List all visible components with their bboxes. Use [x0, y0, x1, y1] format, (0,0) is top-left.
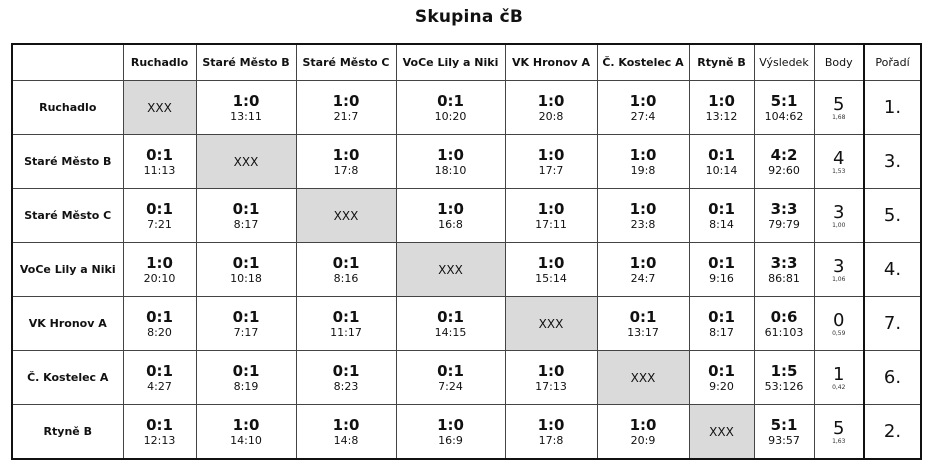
match-cell: [196, 297, 296, 351]
match-points: 21:7: [333, 109, 359, 123]
match-points: 17:8: [538, 433, 564, 447]
match-points: 24:7: [630, 271, 656, 285]
match-score: 0:1: [146, 415, 173, 434]
column-header-team: Č. Kostelec A: [597, 44, 689, 81]
match-cell: [689, 135, 754, 189]
match-cell: [689, 81, 754, 135]
match-score: 1:0: [537, 415, 565, 434]
corner-cell: [12, 44, 123, 81]
result-score: 5:1: [770, 91, 798, 110]
rank-cell: 6.: [864, 351, 921, 405]
match-cell: [597, 405, 689, 460]
column-header-points: Body: [814, 44, 864, 81]
result-points: 86:81: [768, 271, 800, 285]
page-title: Skupina čB: [414, 7, 524, 27]
result-cell: [754, 243, 814, 297]
team-row: [12, 297, 921, 351]
match-score: 1:0: [537, 253, 565, 272]
match-points: 8:20: [147, 325, 172, 339]
match-score: 1:0: [232, 91, 260, 110]
result-score: 4:2: [770, 145, 798, 164]
match-score: 0:1: [232, 199, 260, 218]
rank-cell: 1.: [864, 81, 921, 135]
match-score: 1:0: [437, 415, 464, 434]
result-cell: [754, 351, 814, 405]
match-points: 8:14: [709, 217, 734, 231]
row-header-team: Rtyně B: [12, 405, 123, 460]
result-score: 0:6: [770, 307, 798, 326]
match-cell: [505, 189, 597, 243]
match-score: 1:0: [537, 145, 565, 164]
match-points: 14:15: [434, 325, 467, 339]
team-row: [12, 243, 921, 297]
match-points: 9:16: [709, 271, 734, 285]
match-cell: [396, 405, 505, 460]
column-header-team: VK Hronov A: [505, 44, 597, 81]
match-cell: [123, 189, 196, 243]
match-score: 1:0: [629, 91, 657, 110]
body-coefficient: 1,63: [832, 437, 846, 445]
match-cell: [123, 135, 196, 189]
body-value: 1: [833, 363, 845, 385]
match-points: 15:14: [535, 271, 567, 285]
match-score: 0:1: [332, 253, 360, 272]
column-header-rank: Pořadí: [864, 44, 921, 81]
team-row: [12, 351, 921, 405]
body-value: 5: [833, 417, 845, 439]
match-score: 1:0: [537, 199, 565, 218]
row-header-team: Ruchadlo: [12, 81, 123, 135]
match-cell: [597, 81, 689, 135]
match-points: 9:20: [709, 379, 734, 393]
self-match-cell: XXX: [689, 405, 754, 460]
self-match-cell: XXX: [296, 189, 396, 243]
body-coefficient: 1,68: [832, 113, 846, 121]
team-row: [12, 135, 921, 189]
row-header-team: Č. Kostelec A: [12, 351, 123, 405]
body-coefficient: 1,06: [832, 275, 846, 283]
match-cell: [296, 81, 396, 135]
match-points: 17:7: [538, 163, 564, 177]
body-coefficient: 1,53: [832, 167, 846, 175]
match-score: 0:1: [146, 199, 173, 218]
match-cell: [296, 297, 396, 351]
match-score: 1:0: [146, 253, 173, 272]
match-points: 20:8: [538, 109, 564, 123]
match-score: 1:0: [437, 199, 464, 218]
match-score: 0:1: [332, 307, 360, 326]
column-header-team: Rtyně B: [689, 44, 754, 81]
body-value: 5: [833, 93, 845, 115]
result-cell: [754, 135, 814, 189]
body-value: 4: [833, 147, 845, 169]
body-value: 3: [833, 255, 845, 277]
match-points: 13:12: [705, 109, 738, 123]
team-row: [12, 81, 921, 135]
match-cell: [196, 405, 296, 460]
match-score: 1:0: [332, 415, 360, 434]
match-cell: [196, 243, 296, 297]
self-match-cell: XXX: [123, 81, 196, 135]
match-points: 17:13: [535, 379, 567, 393]
match-points: 7:17: [233, 325, 259, 339]
match-points: 12:13: [143, 433, 176, 447]
match-cell: [296, 405, 396, 460]
match-cell: [296, 351, 396, 405]
match-points: 7:21: [147, 217, 172, 231]
match-cell: [396, 297, 505, 351]
row-header-team: VoCe Lily a Niki: [12, 243, 123, 297]
match-points: 8:17: [709, 325, 734, 339]
result-cell: [754, 189, 814, 243]
match-score: 0:1: [146, 307, 173, 326]
match-points: 8:16: [333, 271, 359, 285]
match-score: 1:0: [629, 415, 657, 434]
match-score: 0:1: [708, 307, 735, 326]
match-cell: [296, 243, 396, 297]
result-points: 61:103: [764, 325, 804, 339]
result-points: 93:57: [768, 433, 800, 447]
match-cell: [597, 189, 689, 243]
match-cell: [123, 243, 196, 297]
match-score: 1:0: [232, 415, 260, 434]
match-cell: [597, 243, 689, 297]
match-score: 0:1: [232, 361, 260, 380]
match-score: 0:1: [629, 307, 657, 326]
team-row: [12, 405, 921, 460]
header-row: [12, 44, 921, 81]
match-score: 0:1: [332, 361, 360, 380]
match-cell: [196, 81, 296, 135]
match-cell: [505, 135, 597, 189]
match-points: 10:20: [434, 109, 467, 123]
self-match-cell: XXX: [196, 135, 296, 189]
match-score: 1:0: [629, 145, 657, 164]
result-score: 5:1: [770, 415, 798, 434]
row-header-team: Staré Město B: [12, 135, 123, 189]
match-points: 8:17: [233, 217, 259, 231]
result-points: 79:79: [768, 217, 800, 231]
rank-cell: 5.: [864, 189, 921, 243]
match-cell: [296, 135, 396, 189]
match-score: 1:0: [537, 361, 565, 380]
column-header-team: VoCe Lily a Niki: [396, 44, 505, 81]
column-header-team: Ruchadlo: [123, 44, 196, 81]
row-header-team: VK Hronov A: [12, 297, 123, 351]
match-score: 0:1: [232, 307, 260, 326]
standings-table: [11, 43, 922, 460]
match-points: 16:9: [438, 433, 463, 447]
match-points: 19:8: [630, 163, 656, 177]
result-points: 53:126: [764, 379, 804, 393]
match-score: 0:1: [146, 361, 173, 380]
match-score: 0:1: [708, 361, 735, 380]
match-cell: [196, 189, 296, 243]
result-cell: [754, 405, 814, 460]
rank-cell: 7.: [864, 297, 921, 351]
match-score: 0:1: [437, 307, 464, 326]
body-cell: [814, 135, 864, 189]
match-cell: [505, 351, 597, 405]
row-header-team: Staré Město C: [12, 189, 123, 243]
body-cell: [814, 189, 864, 243]
match-points: 20:9: [630, 433, 656, 447]
match-cell: [597, 135, 689, 189]
match-cell: [123, 297, 196, 351]
match-cell: [123, 351, 196, 405]
body-cell: [814, 405, 864, 460]
match-cell: [689, 297, 754, 351]
result-cell: [754, 81, 814, 135]
match-points: 20:10: [143, 271, 176, 285]
match-points: 8:19: [233, 379, 259, 393]
match-score: 1:0: [629, 199, 657, 218]
rank-cell: 2.: [864, 405, 921, 460]
body-cell: [814, 351, 864, 405]
match-cell: [689, 189, 754, 243]
result-cell: [754, 297, 814, 351]
match-score: 0:1: [708, 145, 735, 164]
column-header-team: Staré Město C: [296, 44, 396, 81]
match-points: 27:4: [630, 109, 656, 123]
match-points: 16:8: [438, 217, 463, 231]
match-points: 7:24: [438, 379, 463, 393]
match-score: 0:1: [708, 253, 735, 272]
match-points: 13:11: [230, 109, 262, 123]
match-score: 0:1: [708, 199, 735, 218]
match-score: 1:0: [332, 145, 360, 164]
match-cell: [196, 351, 296, 405]
result-score: 3:3: [770, 253, 798, 272]
match-score: 1:0: [708, 91, 735, 110]
body-cell: [814, 297, 864, 351]
result-points: 104:62: [764, 109, 804, 123]
body-value: 0: [833, 309, 845, 331]
body-coefficient: 1,00: [832, 221, 846, 229]
match-points: 4:27: [147, 379, 172, 393]
match-points: 23:8: [630, 217, 656, 231]
match-score: 1:0: [537, 91, 565, 110]
match-points: 14:10: [230, 433, 262, 447]
rank-cell: 4.: [864, 243, 921, 297]
match-cell: [396, 135, 505, 189]
match-cell: [689, 351, 754, 405]
match-points: 11:13: [143, 163, 176, 177]
body-cell: [814, 81, 864, 135]
match-cell: [597, 297, 689, 351]
self-match-cell: XXX: [597, 351, 689, 405]
match-cell: [396, 189, 505, 243]
match-points: 17:11: [535, 217, 567, 231]
column-header-result: Výsledek: [754, 44, 814, 81]
rank-cell: 3.: [864, 135, 921, 189]
result-score: 3:3: [770, 199, 798, 218]
match-cell: [123, 405, 196, 460]
match-cell: [396, 351, 505, 405]
match-cell: [689, 243, 754, 297]
match-points: 13:17: [627, 325, 659, 339]
match-points: 8:23: [333, 379, 359, 393]
result-points: 92:60: [768, 163, 800, 177]
match-score: 0:1: [437, 361, 464, 380]
match-score: 1:0: [332, 91, 360, 110]
match-points: 14:8: [333, 433, 359, 447]
column-header-team: Staré Město B: [196, 44, 296, 81]
match-score: 1:0: [629, 253, 657, 272]
result-score: 1:5: [770, 361, 798, 380]
body-value: 3: [833, 201, 845, 223]
match-score: 0:1: [232, 253, 260, 272]
match-score: 0:1: [146, 145, 173, 164]
match-score: 1:0: [437, 145, 464, 164]
match-cell: [505, 243, 597, 297]
team-row: [12, 189, 921, 243]
match-cell: [505, 81, 597, 135]
self-match-cell: XXX: [505, 297, 597, 351]
match-points: 11:17: [330, 325, 362, 339]
body-coefficient: 0,59: [832, 329, 846, 337]
match-points: 17:8: [333, 163, 359, 177]
body-cell: [814, 243, 864, 297]
match-points: 18:10: [434, 163, 467, 177]
match-cell: [505, 405, 597, 460]
match-score: 0:1: [437, 91, 464, 110]
body-coefficient: 0,42: [832, 383, 846, 391]
match-points: 10:14: [705, 163, 738, 177]
match-points: 10:18: [230, 271, 262, 285]
self-match-cell: XXX: [396, 243, 505, 297]
match-cell: [396, 81, 505, 135]
